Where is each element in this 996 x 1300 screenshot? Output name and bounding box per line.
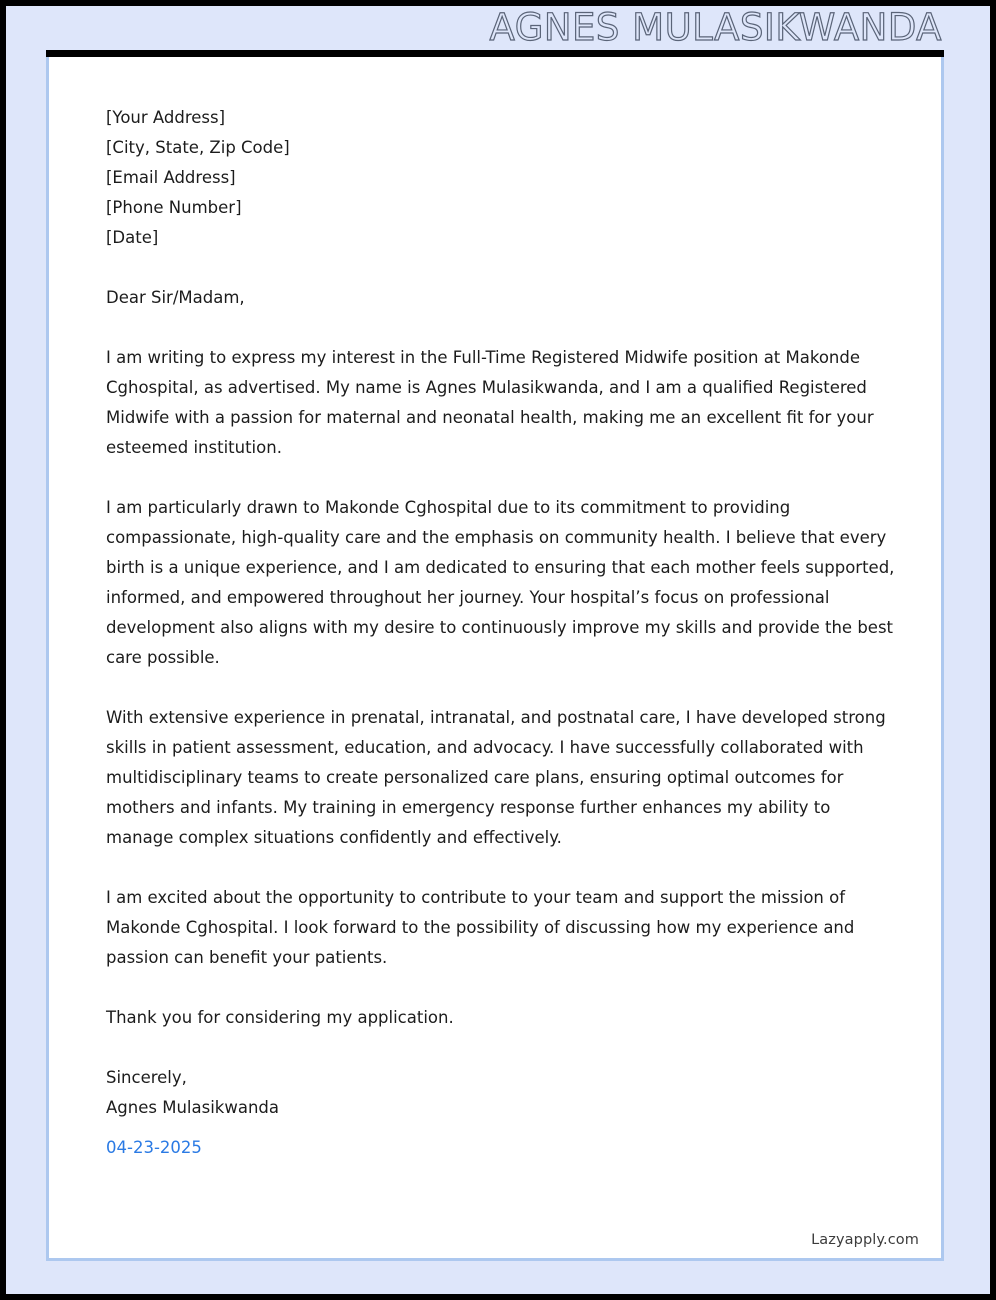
document-canvas — [6, 6, 990, 1294]
address-line-your-address: [Your Address] — [106, 108, 226, 127]
header-divider-rule — [46, 50, 944, 57]
spacer — [106, 673, 901, 703]
address-line-email: [Email Address] — [106, 168, 236, 187]
page-title: AGNES MULASIKWANDA — [489, 6, 942, 49]
body-paragraph-2: I am particularly drawn to Makonde Cghospital due to its commitment to providing compassionate, high-quality care and the emphasis on community health. I believe that every birth is a unique experience, and I am dedicated to ensuring that each mother feels supported, informed, and empowered throughout her journey. Your hospital’s focus on professional development also aligns with my desire to continuously improve my skills and provide the best care possible. — [106, 498, 895, 667]
spacer — [106, 1033, 901, 1063]
signature-block — [106, 1063, 901, 1163]
body-paragraph-4: I am excited about the opportunity to contribute to your team and support the mission of Makonde Cghospital. I look forward to the possibility of discussing how my experience and passion can benefit your patients. — [106, 888, 855, 967]
letter-content — [106, 103, 901, 1163]
address-line-city-state-zip: [City, State, Zip Code] — [106, 138, 290, 157]
signature-date: 04-23-2025 — [106, 1138, 202, 1157]
body-paragraph-1: I am writing to express my interest in the Full-Time Registered Midwife position at Makonde Cghospital, as advertised. My name is Agnes Mulasikwanda, and I am a qualified Registered Midwife with a passion for maternal and neonatal health, making me an excellent fit for your esteemed institution. — [106, 348, 874, 457]
spacer — [106, 463, 901, 493]
footer-watermark: Lazyapply.com — [811, 1232, 919, 1248]
signature-name: Agnes Mulasikwanda — [106, 1098, 279, 1117]
address-block — [106, 103, 901, 253]
letterhead-header — [6, 6, 990, 50]
spacer — [106, 853, 901, 883]
address-line-date: [Date] — [106, 228, 159, 247]
thank-you-line: Thank you for considering my application. — [106, 1008, 454, 1027]
letter-page — [46, 57, 944, 1261]
salutation: Dear Sir/Madam, — [106, 288, 245, 307]
closing-salutation: Sincerely, — [106, 1068, 187, 1087]
spacer — [106, 973, 901, 1003]
body-paragraph-3: With extensive experience in prenatal, intranatal, and postnatal care, I have developed strong skills in patient assessment, education, and advocacy. I have successfully collaborated with multidisciplinary teams to create personalized care plans, ensuring optimal outcomes for mothers and infants. My training in emergency response further enhances my ability to manage complex situations confidently and effectively. — [106, 708, 886, 847]
spacer — [106, 253, 901, 283]
spacer — [106, 313, 901, 343]
address-line-phone: [Phone Number] — [106, 198, 242, 217]
